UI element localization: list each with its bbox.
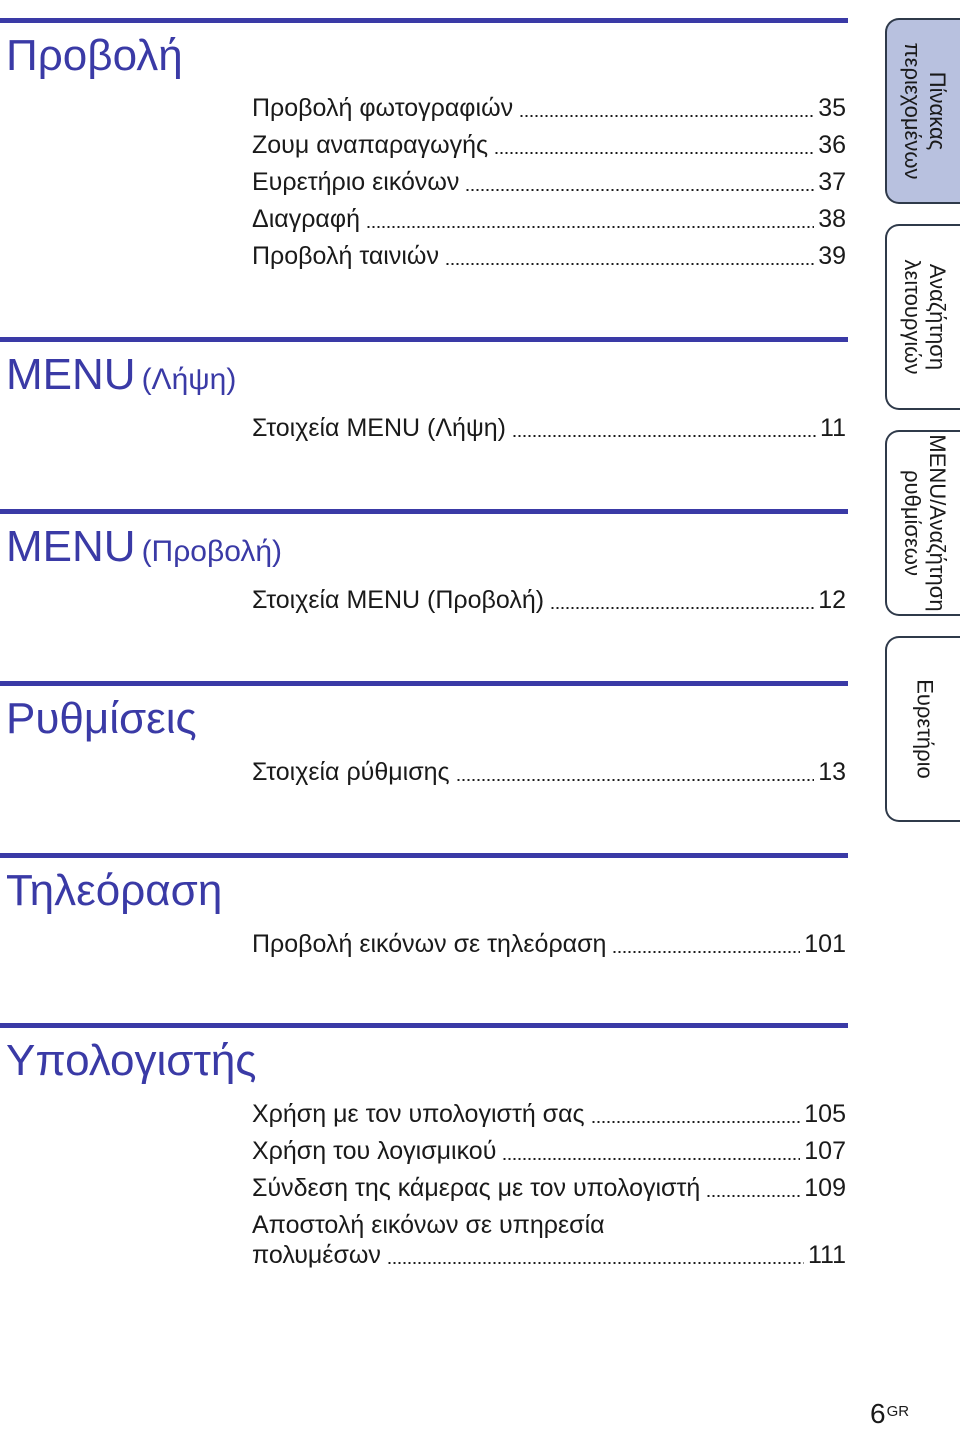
toc-entry-viewing-on-tv[interactable] xyxy=(252,922,846,959)
toc-entry-using-software[interactable] xyxy=(252,1129,846,1166)
entry-page: 38 xyxy=(818,205,846,233)
dot-leader xyxy=(591,1121,801,1123)
section-rule xyxy=(0,337,848,342)
page-number-suffix: GR xyxy=(886,1403,910,1420)
tab-index[interactable] xyxy=(885,636,960,822)
entry-label: Στοιχεία MENU (Προβολή) xyxy=(252,586,545,614)
entry-page: 12 xyxy=(818,586,846,614)
entry-label-line1: Αποστολή εικόνων σε υπηρεσία xyxy=(252,1211,605,1239)
section-rule xyxy=(0,18,848,23)
toc-entry-viewing-movies[interactable] xyxy=(252,234,846,271)
toc-entry-uploading-media[interactable] xyxy=(252,1202,846,1270)
section-rule xyxy=(0,853,848,858)
section-title: Τηλεόραση xyxy=(6,866,223,915)
entry-page: 39 xyxy=(818,242,846,270)
entry-label: Προβολή εικόνων σε τηλεόραση xyxy=(252,930,607,958)
section-subtitle: (Λήψη) xyxy=(141,363,237,396)
section-title: MENU (Προβολή) xyxy=(6,522,283,571)
section-title: Προβολή xyxy=(6,31,183,80)
toc-entry-menu-shooting-items[interactable] xyxy=(252,406,846,443)
entry-label: Στοιχεία ρύθμισης xyxy=(252,758,450,786)
toc-entry-playback-zoom[interactable] xyxy=(252,123,846,160)
toc-entry-menu-viewing-items[interactable] xyxy=(252,578,846,615)
dot-leader xyxy=(612,951,800,953)
dot-leader xyxy=(502,1158,800,1160)
dot-leader xyxy=(465,189,814,191)
entry-label: Σύνδεση της κάμερας με τον υπολογιστή xyxy=(252,1174,701,1202)
entry-label-wrap xyxy=(252,1210,846,1270)
entry-label: Χρήση του λογισμικού xyxy=(252,1137,497,1165)
tab-label: Πίνακας περιεχομένων xyxy=(900,42,950,180)
entry-page: 37 xyxy=(818,168,846,196)
page-number: $6^{GR}$ xyxy=(870,1398,910,1429)
toc-entry-setting-items[interactable] xyxy=(252,750,846,787)
toc-entry-connecting-camera[interactable] xyxy=(252,1166,846,1203)
entry-line2 xyxy=(252,1240,846,1270)
dot-leader xyxy=(550,607,814,609)
tab-label: Ευρετήριο xyxy=(912,679,938,779)
toc-entry-delete[interactable] xyxy=(252,197,846,234)
toc-entry-using-with-computer[interactable] xyxy=(252,1092,846,1129)
entry-page: 105 xyxy=(804,1100,846,1128)
entry-page: 11 xyxy=(820,414,846,442)
section-rule xyxy=(0,509,848,514)
dot-leader xyxy=(512,435,816,437)
entry-page: 101 xyxy=(804,930,846,958)
entry-page: 111 xyxy=(807,1241,846,1269)
entry-label: Προβολή φωτογραφιών xyxy=(252,94,514,122)
dot-leader xyxy=(706,1195,800,1197)
dot-leader xyxy=(387,1262,804,1264)
tab-operation-search[interactable] xyxy=(885,224,960,410)
section-rule xyxy=(0,1023,848,1028)
dot-leader xyxy=(494,152,814,154)
section-subtitle: (Προβολή) xyxy=(141,535,283,568)
entry-page: 13 xyxy=(818,758,846,786)
entry-label: Χρήση με τον υπολογιστή σας xyxy=(252,1100,585,1128)
entry-page: 109 xyxy=(804,1174,846,1202)
toc-entry-image-index[interactable] xyxy=(252,160,846,197)
entry-label: Διαγραφή xyxy=(252,205,360,233)
toc-entry-viewing-photos[interactable] xyxy=(252,86,846,123)
entry-label: Στοιχεία MENU (Λήψη) xyxy=(252,414,506,442)
entry-label: Ζουμ αναπαραγωγής xyxy=(252,131,489,159)
dot-leader xyxy=(456,779,815,781)
section-rule xyxy=(0,681,848,686)
entry-label: Ευρετήριο εικόνων xyxy=(252,168,460,196)
section-title: Ρυθμίσεις xyxy=(6,694,197,743)
section-title: MENU (Λήψη) xyxy=(6,350,237,399)
entry-page: 107 xyxy=(804,1137,846,1165)
section-title: Υπολογιστής xyxy=(6,1036,257,1085)
entry-label: Προβολή ταινιών xyxy=(252,242,439,270)
tab-label: Αναζήτηση λειτουργιών xyxy=(900,259,950,375)
entry-label-line2: πολυμέσων xyxy=(252,1241,381,1269)
tab-label: MENU/Αναζήτηση ρυθμίσεων xyxy=(900,434,950,612)
dot-leader xyxy=(366,226,814,228)
dot-leader xyxy=(519,115,814,117)
dot-leader xyxy=(445,263,814,265)
tab-menu-settings-search[interactable] xyxy=(885,430,960,616)
tab-table-of-contents[interactable] xyxy=(885,18,960,204)
entry-page: 36 xyxy=(818,131,846,159)
entry-page: 35 xyxy=(818,94,846,122)
